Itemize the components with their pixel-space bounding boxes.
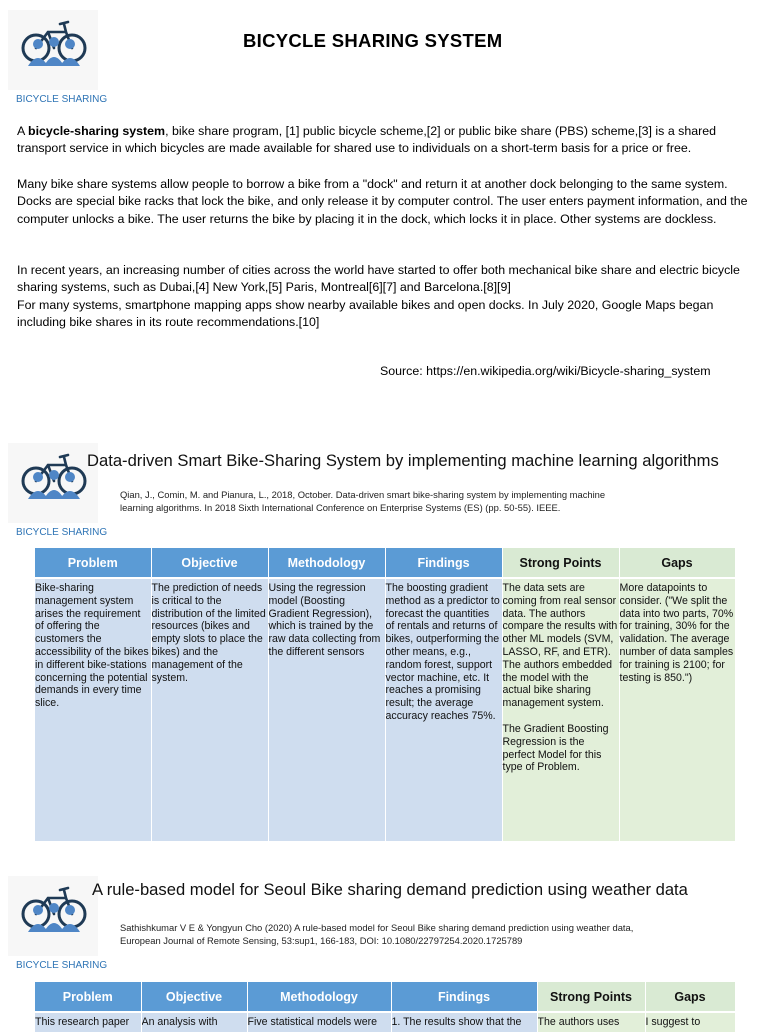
cell-methodology: Using the regression model (Boosting Gradient Regression), which is trained by the raw data collecting from the different sensors	[268, 578, 385, 841]
column-header: Objective	[151, 548, 268, 578]
column-header: Strong Points	[537, 982, 645, 1012]
cell-strong-points: The data sets are coming from real sensor data. The authors compare the results with other ML models (SVM, LASSO, RF, and ETR). The authors embedded the model with the actual bike sharing management system. The Gradient Boosting Regression is the perfect Model for this type of Problem.	[502, 578, 619, 841]
source-citation: Source: https://en.wikipedia.org/wiki/Bicycle-sharing_system	[380, 364, 711, 378]
table-header-row	[35, 982, 735, 1012]
cell-objective: The prediction of needs is critical to the distribution of the limited resources (bikes and empty slots to place the bikes) and the management of the system.	[151, 578, 268, 841]
intro-paragraph-3: In recent years, an increasing number of cities across the world have started to offer both mechanical bike share and electric bicycle sharing systems, such as Dubai,[4] New York,[5] Paris, Montreal[6][7] and Barcelona.[8][9] For many systems, smartphone mapping apps show nearby available bikes and open docks. In July 2020, Google Maps began including bike shares in its route recommendations.[10]	[17, 263, 740, 330]
cell-problem: Bike-sharing management system arises the requirement of offering the customers the accessibility of the bikes in different bike-stations concerning the potential demands in every time slice.	[35, 578, 151, 841]
cell-methodology: Five statistical models were	[247, 1012, 391, 1032]
page-title: BICYCLE SHARING SYSTEM	[243, 30, 503, 51]
cell-strong-points: The authors uses	[537, 1012, 645, 1032]
section-tagline: BICYCLE SHARING	[16, 94, 108, 105]
paper-title: Data-driven Smart Bike-Sharing System by implementing machine learning algorithms	[87, 451, 719, 470]
paper-title: A rule-based model for Seoul Bike sharing demand prediction using weather data	[92, 880, 688, 899]
cell-objective: An analysis with	[141, 1012, 247, 1032]
column-header: Gaps	[619, 548, 735, 578]
column-header: Findings	[385, 548, 502, 578]
table-row	[35, 578, 735, 841]
column-header: Problem	[35, 982, 141, 1012]
section-tagline: BICYCLE SHARING	[16, 527, 108, 538]
section-tagline: BICYCLE SHARING	[16, 960, 108, 971]
term-bold: bicycle-sharing system	[28, 124, 166, 138]
column-header: Findings	[391, 982, 537, 1012]
bike-sharing-logo-icon	[8, 876, 98, 956]
bike-sharing-logo-icon	[8, 10, 98, 90]
table-row	[35, 1012, 735, 1032]
cell-findings: The boosting gradient method as a predictor to forecast the quantities of rentals and returns of bikes, outperforming the other means, e.g., random forest, support vector machine, etc. It reaches a promising result; the average accuracy reaches 75%.	[385, 578, 502, 841]
column-header: Methodology	[268, 548, 385, 578]
cell-gaps: I suggest to	[645, 1012, 735, 1032]
review-table	[35, 548, 736, 841]
cell-problem: This research paper	[35, 1012, 141, 1032]
column-header: Strong Points	[502, 548, 619, 578]
cell-gaps: More datapoints to consider. ("We split the data into two parts, 70% for training, 30% for the validation. The average number of data samples for training is 2100; for testing is 850.")	[619, 578, 735, 841]
cell-findings: 1. The results show that the	[391, 1012, 537, 1032]
review-table	[35, 982, 736, 1032]
column-header: Objective	[141, 982, 247, 1012]
table-header-row	[35, 548, 735, 578]
paper-citation: Sathishkumar V E & Yongyun Cho (2020) A rule-based model for Seoul Bike sharing demand prediction using weather data, European Journal of Remote Sensing, 53:sup1, 166-183, DOI: 10.1080/22797254.2020.1725789	[120, 922, 634, 946]
column-header: Methodology	[247, 982, 391, 1012]
intro-paragraph-1: A bicycle-sharing system, bike share program, [1] public bicycle scheme,[2] or public bike share (PBS) scheme,[3] is a shared transport service in which bicycles are made available for shared use to individuals on a short-term basis for a price or free.	[17, 124, 717, 156]
paper-citation: Qian, J., Comin, M. and Pianura, L., 2018, October. Data-driven smart bike-sharing system by implementing machine learning algorithms. In 2018 Sixth International Conference on Enterprise Systems (ES) (pp. 50-55). IEEE.	[120, 489, 606, 513]
column-header: Gaps	[645, 982, 735, 1012]
bike-sharing-logo-icon	[8, 443, 98, 523]
column-header: Problem	[35, 548, 151, 578]
intro-paragraph-2: Many bike share systems allow people to borrow a bike from a "dock" and return it at another dock belonging to the same system. Docks are special bike racks that lock the bike, and only release it by computer control. The user enters payment information, and the computer unlocks a bike. The user returns the bike by placing it in the dock, which locks it in place. Other systems are dockless.	[17, 177, 748, 226]
